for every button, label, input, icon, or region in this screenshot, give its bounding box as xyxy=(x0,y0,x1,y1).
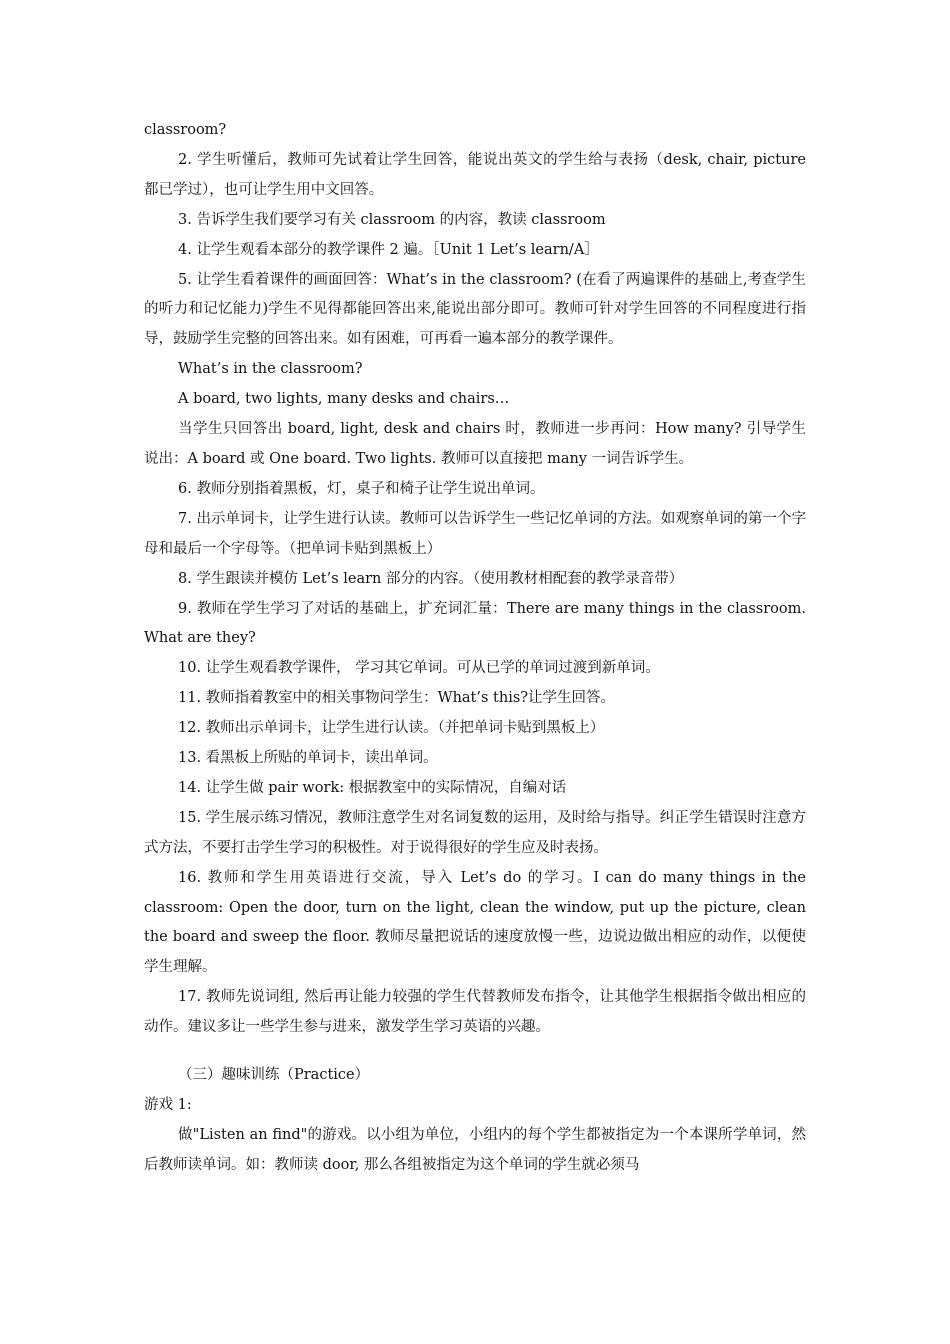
paragraph-step-10: 10. 让学生观看教学课件， 学习其它单词。可从已学的单词过渡到新单词。 xyxy=(178,660,660,677)
game-label: 游戏 1: xyxy=(144,1097,192,1113)
paragraph-step-3: 3. 告诉学生我们要学习有关 classroom 的内容，教读 classroom xyxy=(178,211,606,228)
paragraph-step-13: 13. 看黑板上所贴的单词卡，读出单词。 xyxy=(178,750,438,767)
paragraph-step-16: 16. 教师和学生用英语进行交流，导入 Let’s do 的学习。I can do many things in the classroom: Open the door, turn on the light, clean the window, put up the picture, clean the board and sweep the floor. 教师尽量把说话的速度放慢一些，边说边做出相应的动作，以便使学生理解。 xyxy=(144,869,806,976)
paragraph-step-7: 7. 出示单词卡，让学生进行认读。教师可以告诉学生一些记忆单词的方法。如观察单词的第一个字母和最后一个字母等。（把单词卡贴到黑板上） xyxy=(144,510,806,557)
paragraph-step-4: 4. 让学生观看本部分的教学课件 2 遍。［Unit 1 Let’s learn/A］ xyxy=(178,241,599,258)
paragraph-how-many: 当学生只回答出 board, light, desk and chairs 时，教师进一步再问：How many? 引导学生说出：A board 或 One board. Two lights. 教师可以直接把 many 一词告诉学生。 xyxy=(144,421,806,467)
paragraph-step-9: 9. 教师在学生学习了对话的基础上，扩充词汇量：There are many things in the classroom. What are they? xyxy=(144,600,806,647)
paragraph-step-2: 2. 学生听懂后，教师可先试着让学生回答，能说出英文的学生给与表扬（desk, chair, picture 都已学过），也可让学生用中文回答。 xyxy=(144,151,806,198)
paragraph-step-5: 5. 让学生看着课件的画面回答：What’s in the classroom? (在看了两遍课件的基础上,考查学生的听力和记忆能力)学生不见得都能回答出来,能说出部分即可。教师可针对学生回答的不同程度进行指导，鼓励学生完整的回答出来。如有困难，可再看一遍本部分的教学课件。 xyxy=(144,271,806,348)
paragraph-step-15: 15. 学生展示练习情况，教师注意学生对名词复数的运用，及时给与指导。纠正学生错误时注意方式方法，不要打击学生学习的积极性。对于说得很好的学生应及时表扬。 xyxy=(144,809,806,856)
paragraph-step-12: 12. 教师出示单词卡，让学生进行认读。（并把单词卡贴到黑板上） xyxy=(178,720,605,737)
section-heading: （三）趣味训练（Practice） xyxy=(178,1067,370,1084)
paragraph-classroom-continuation: classroom? xyxy=(144,122,227,138)
paragraph-step-14: 14. 让学生做 pair work: 根据教室中的实际情况，自编对话 xyxy=(178,779,567,796)
paragraph-example-answer: A board, two lights, many desks and chairs… xyxy=(178,391,510,408)
paragraph-example-question: What’s in the classroom? xyxy=(178,361,363,378)
paragraph-step-6: 6. 教师分别指着黑板，灯，桌子和椅子让学生说出单词。 xyxy=(178,480,545,497)
paragraph-step-11: 11. 教师指着教室中的相关事物问学生：What’s this?让学生回答。 xyxy=(178,690,616,707)
paragraph-game-1: 做"Listen an find"的游戏。以小组为单位，小组内的每个学生都被指定为一个本课所学单词，然后教师读单词。如：教师读 door, 那么各组被指定为这个单词的学生就必须马 xyxy=(144,1126,806,1173)
paragraph-step-8: 8. 学生跟读并模仿 Let’s learn 部分的内容。（使用教材相配套的教学录音带） xyxy=(178,570,684,587)
section-spacer xyxy=(144,1043,806,1061)
document-body xyxy=(144,116,806,1181)
paragraph-step-17: 17. 教师先说词组, 然后再让能力较强的学生代替教师发布指令，让其他学生根据指令做出相应的动作。建议多让一些学生参与进来，激发学生学习英语的兴趣。 xyxy=(144,989,806,1036)
